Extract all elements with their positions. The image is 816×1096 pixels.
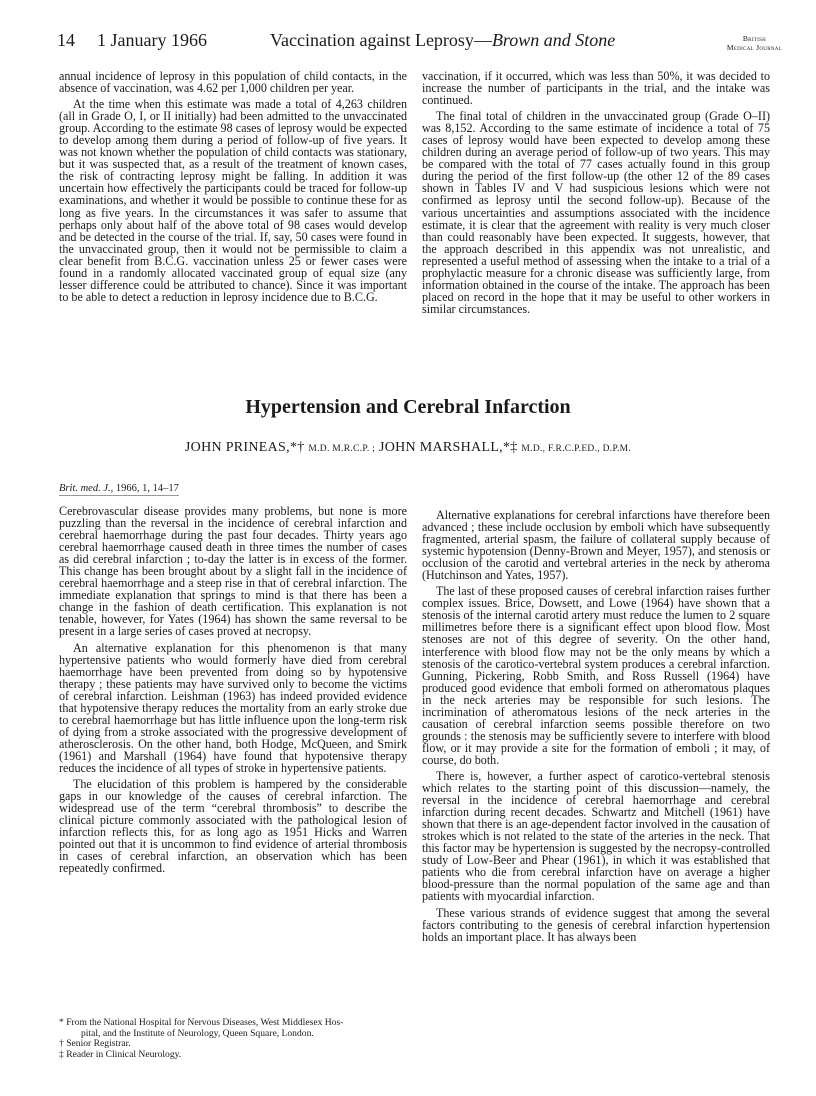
paragraph: These various strands of evidence suggest that among the several factors contributing to the genesis of cerebral infarction hypertension holds an important place. It has always been xyxy=(422,905,770,944)
author-1-name: JOHN PRINEAS,*† xyxy=(184,440,305,455)
footnote-affiliation-cont: pital, and the Institute of Neurology, Queen Square, London. xyxy=(81,1027,314,1039)
running-title-authors: Brown and Stone xyxy=(491,30,616,50)
citation-volume-pages: , 1966, 1, 14–17 xyxy=(110,483,179,494)
running-title-text: Vaccination against Leprosy— xyxy=(270,30,492,50)
paragraph: An alternative explanation for this phenomenon is that many hypertensive patients who would formerly have died from cerebral haemorrhage have been prevented from doing so by hypotensive therapy ; these patients may have survived only to become the victims of cerebral infarction. Leishman (1963) has indeed provided evidence that hypotensive therapy reduces the mortality from an early stroke due to cerebral haemorrhage but has little influence upon the long-term risk of dying from a stroke associated with the progressive development of atherosclerosis. On the other hand, both Hodge, McQueen, and Smirk (1961) and Marshall (1964) have found that hypotensive therapy reduces the incidence of all types of stroke in hypertensive patients. xyxy=(59,640,407,775)
citation-journal: Brit. med. J. xyxy=(59,483,111,494)
footnotes xyxy=(59,1018,407,1060)
citation xyxy=(59,483,179,496)
author-line xyxy=(0,440,816,456)
footnote-senior-registrar: † Senior Registrar. xyxy=(59,1038,131,1049)
footnote-affiliation: * From the National Hospital for Nervous Diseases, West Middlesex Hos- xyxy=(59,1017,344,1028)
running-title xyxy=(270,30,615,51)
paragraph: The final total of children in the unvaccinated group (Grade O–II) was 8,152. According to the same estimate of incidence a total of 75 cases of leprosy would have been expected to develop among these children during an average period of follow-up of two years. This may be compared with the total of 77 cases actually found in this group during the period of the first follow-up (the other 12 of the 89 cases shown in Tables IV and V had suspicious lesions which were not confirmed as leprosy until the second follow-up). Because of the various uncertainties and assumptions associated with the incidence estimate, it is clear that the agreement with reality is very much closer than could reasonably have been expected. It suggests, however, that the approach described in this appendix was not unrealistic, and represented a useful method of assessing when the intake to a trial of a prophylactic measure for a chronic disease was sufficiently large, from information obtained in the course of the intake. The approach has been placed on record in the hope that it may be useful to other workers in similar circumstances. xyxy=(422,109,770,316)
journal-name xyxy=(727,34,782,52)
paragraph: At the time when this estimate was made a total of 4,263 children (all in Grade O, I, or II initially) had been admitted to the unvaccinated group. According to the estimate 98 cases of leprosy would be expected to develop among them during a period of follow-up of five years. It was not known whether the population of child contacts was stationary, but it was suspected that, as a result of the treatment of known cases, the risk of contracting leprosy might be falling. In addition it was uncertain how effectively the participants could be traced for follow-up examinations, and whether it would be possible to continue these for as long as five years. In the circumstances it was safer to assume that perhaps only about half of the above total of 98 cases would develop and be detected in the course of the trial. If, say, 50 cases were found in the unvaccinated group, then it would not be permissible to claim a clear benefit from B.C.G. vaccination unless 25 or fewer cases were found in a randomly allocated vaccinated group of equal size (any lesser difference could be attributed to chance). Since it was important to be able to detect a reduction in leprosy incidence due to B.C.G. xyxy=(59,97,407,304)
running-header xyxy=(57,30,796,56)
issue-date: 1 January 1966 xyxy=(97,30,207,50)
previous-article-right-column xyxy=(422,70,770,319)
article-title: Hypertension and Cerebral Infarction xyxy=(245,396,571,418)
journal-line-1: British xyxy=(742,34,767,43)
journal-line-2: Medical Journal xyxy=(726,43,782,52)
author-1-qualifications: M.D. M.R.C.P. ; xyxy=(308,444,376,454)
previous-article-left-column xyxy=(59,70,407,307)
paragraph: There is, however, a further aspect of carotico-vertebral stenosis which relates to the starting point of this discussion—namely, the reversal in the incidence of cerebral haemorrhage and cerebral infarction during recent decades. Schwartz and Mitchell (1961) have shown that there is an age-dependent factor involved in the causation of strokes which is not related to the state of the arteries in the neck. That this factor may be hypertension is suggested by the necropsy-controlled study of Low-Beer and Phear (1961), in which it was established that patients who die from cerebral infarction have on average a higher blood-pressure than the normal population of the same age and than patients with myocardial infarction. xyxy=(422,768,770,904)
paragraph: vaccination, if it occurred, which was less than 50%, it was decided to increase the number of participants in the trial, and the intake was continued. xyxy=(422,69,770,108)
footnote-reader: ‡ Reader in Clinical Neurology. xyxy=(59,1048,182,1060)
paragraph: Cerebrovascular disease provides many problems, but none is more puzzling than the reversal in the incidence of cerebral infarction and cerebral haemorrhage during the past four decades. Thirty years ago cerebral haemorrhage caused death in three times the number of cases as did cerebral infarction ; to-day the latter is in excess of the former. This change has been brought about by a slight fall in the incidence of cerebral haemorrhage and a steep rise in that of cerebral infarction. The immediate explanation that springs to mind is that there has been a change in the fashion of death certification. This explanation is not tenable, however, for Yates (1964) has shown the same reversal to be present in a large series of cases proved at necropsy. xyxy=(59,504,407,639)
author-2-qualifications: M.D., F.R.C.P.ED., D.P.M. xyxy=(521,444,632,454)
paragraph: annual incidence of leprosy in this population of child contacts, in the absence of vaccination, was 4.62 per 1,000 children per year. xyxy=(59,69,407,96)
paragraph: The elucidation of this problem is hampered by the considerable gaps in our knowledge of the causes of cerebral infarction. The widespread use of the term “cerebral thrombosis” to describe the clinical picture commonly associated with the pathological lesion of infarction reflects this, for as long ago as 1951 Hicks and Warren pointed out that it is uncommon to find evidence of arterial thrombosis in cases of cerebral infarction, an observation which has been repeatedly confirmed. xyxy=(59,777,407,876)
article-right-column xyxy=(422,509,770,947)
paragraph: Alternative explanations for cerebral infarctions have therefore been advanced ; these include occlusion by emboli which have subsequently fragmented, arterial spasm, the failure of collateral supply because of systemic hypotension (Denny-Brown and Meyer, 1957), and stenosis or occlusion of the carotid and vertebral arteries in the neck by atheroma (Hutchinson and Yates, 1957). xyxy=(422,508,770,583)
author-2-name: JOHN MARSHALL,*‡ xyxy=(378,440,518,455)
page-number: 14 xyxy=(57,30,75,50)
paragraph: The last of these proposed causes of cerebral infarction raises further complex issues. Brice, Dowsett, and Lowe (1964) have shown that a stenosis of the internal carotid artery must reduce the lumen to 2 square millimetres before there is a significant effect upon blood flow. Most stenoses are not of this degree of severity. On the other hand, interference with blood flow may not be the only means by which a stenosis of the carotico-vertebral system produces a cerebral infarction. Gunning, Pickering, Robb Smith, and Ross Russell (1964) have produced good evidence that emboli formed on atheromatous plaques in the neck arteries may be responsible for such lesions. The incrimination of atheromatous lesions of the neck arteries in the causation of cerebral infarction seems possible therefore on two grounds : the stenosis may be sufficiently severe to interfere with blood flow, or it may provide a site for the formation of emboli ; it may, of course, do both. xyxy=(422,584,770,767)
article-left-column xyxy=(59,505,407,878)
